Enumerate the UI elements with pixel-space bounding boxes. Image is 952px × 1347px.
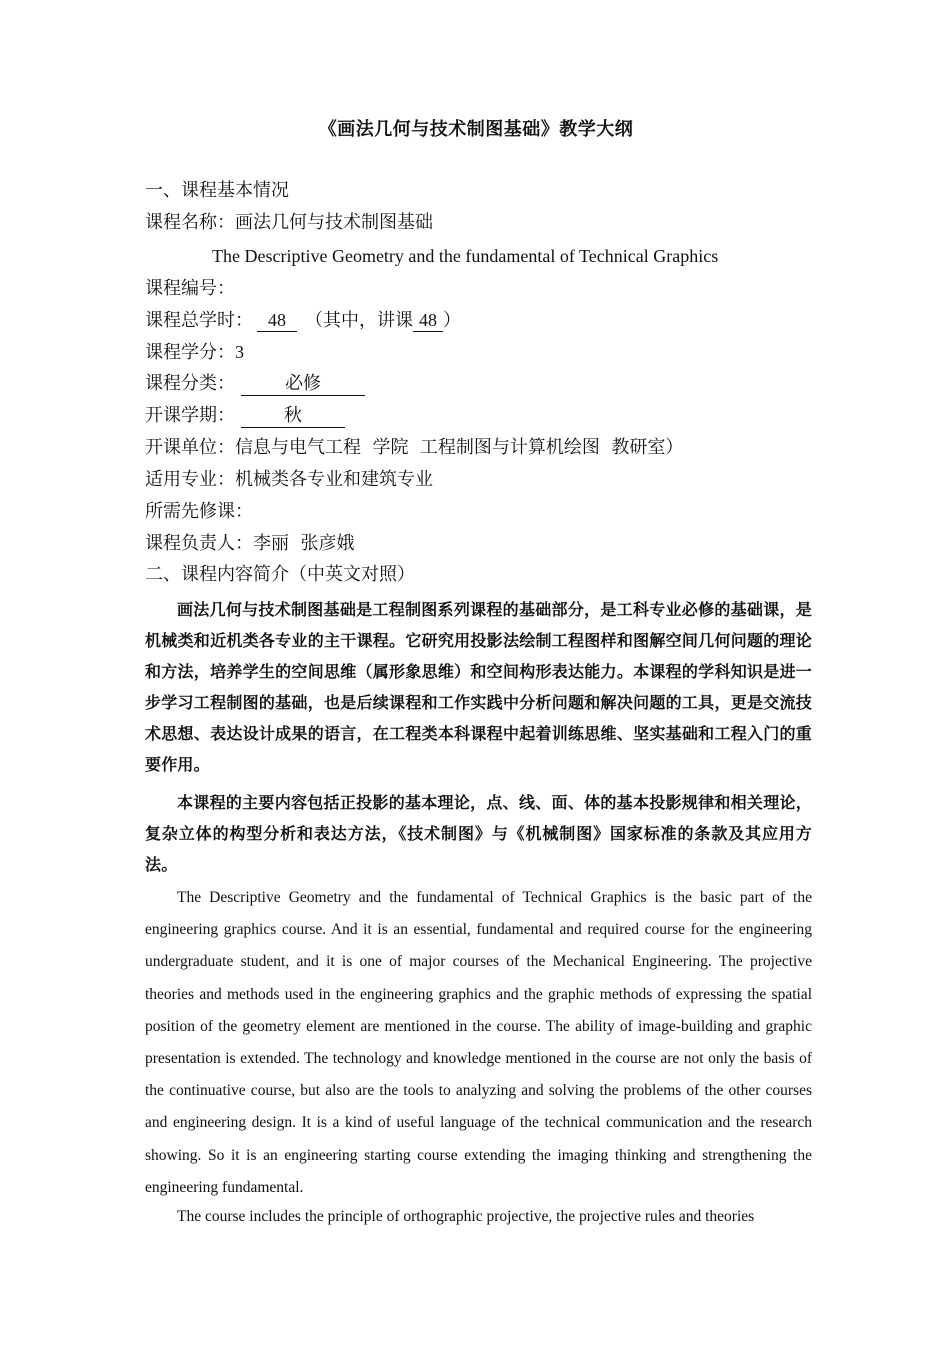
course-major-row: [145, 468, 433, 492]
credit-label: 课程学分：: [145, 342, 235, 363]
section-heading-2: 二、课程内容简介（中英文对照）: [145, 564, 415, 585]
chinese-paragraph-1: 画法几何与技术制图基础是工程制图系列课程的基础部分，是工科专业必修的基础课，是机械类和近机类各专业的主干课程。它研究用投影法绘制工程图样和图解空间几何问题的理论和方法，培养学生的空间思维（属形象思维）和空间构形表达能力。本课程的学科知识是进一步学习工程制图的基础，也是后续课程和工作实践中分析问题和解决问题的工具，更是交流技术思想、表达设计成果的语言，在工程类本科课程中起着训练思维、坚实基础和工程入门的重要作用。: [145, 600, 812, 774]
category-label: 课程分类：: [145, 373, 235, 394]
hours-mid-text: （其中，讲课: [305, 310, 413, 331]
course-name-english: The Descriptive Geometry and the fundamental of Technical Graphics: [212, 246, 719, 266]
lead-label: 课程负责人：: [145, 533, 253, 554]
page-title: 《画法几何与技术制图基础》教学大纲: [318, 119, 634, 140]
course-code-label: 课程编号：: [145, 278, 235, 299]
unit-value: 信息与电气工程 学院 工程制图与计算机绘图 教研室）: [235, 437, 684, 458]
course-hours-row: [145, 309, 461, 333]
course-term-row: [145, 404, 345, 428]
chinese-paragraph-2: 本课程的主要内容包括正投影的基本理论，点、线、面、体的基本投影规律和相关理论，复杂立体的构型分析和表达方法，《技术制图》与《机械制图》国家标准的条款及其应用方法。: [145, 793, 812, 874]
course-credit-row: [145, 340, 244, 365]
category-value: 必修: [241, 373, 365, 396]
prerequisite-label: 所需先修课：: [145, 501, 253, 522]
term-label: 开课学期：: [145, 405, 235, 426]
term-value: 秋: [241, 405, 345, 428]
course-name-row: [145, 211, 433, 235]
english-paragraph-2: The course includes the principle of orthographic projective, the projective rules and theories: [177, 1208, 755, 1225]
hours-label: 课程总学时：: [145, 310, 253, 331]
course-lead-row: [145, 532, 354, 556]
lecture-hours-value: 48: [413, 309, 443, 332]
hours-value: 48: [257, 309, 297, 332]
course-name-label: 课程名称：: [145, 212, 235, 233]
major-label: 适用专业：: [145, 469, 235, 490]
unit-label: 开课单位：: [145, 437, 235, 458]
major-value: 机械类各专业和建筑专业: [235, 469, 433, 490]
course-unit-row: [145, 436, 683, 460]
lead-value: 李丽 张彦娥: [253, 533, 355, 554]
course-name-value: 画法几何与技术制图基础: [235, 212, 433, 233]
course-category-row: [145, 372, 365, 396]
english-paragraph-1: The Descriptive Geometry and the fundamental of Technical Graphics is the basic part of the engineering graphics course. And it is an essential, fundamental and required course for the engineering undergraduate student, and it is one of major courses of the Mechanical Engineering. The projective theories and methods used in the engineering graphics and the graphic methods of expressing the spatial position of the geometry element are mentioned in the course. The ability of image-building and graphic presentation is extended. The technology and knowledge mentioned in the course are not only the basis of the continuative course, but also are the tools to analyzing and solving the problems of the other courses and engineering design. It is a kind of useful language of the technical communication and the research showing. So it is an engineering starting course extending the imaging thinking and strengthening the engineering fundamental.: [145, 889, 812, 1196]
hours-close: ）: [443, 310, 461, 331]
section-heading-1: 一、课程基本情况: [145, 180, 289, 201]
credit-value: 3: [235, 342, 244, 362]
